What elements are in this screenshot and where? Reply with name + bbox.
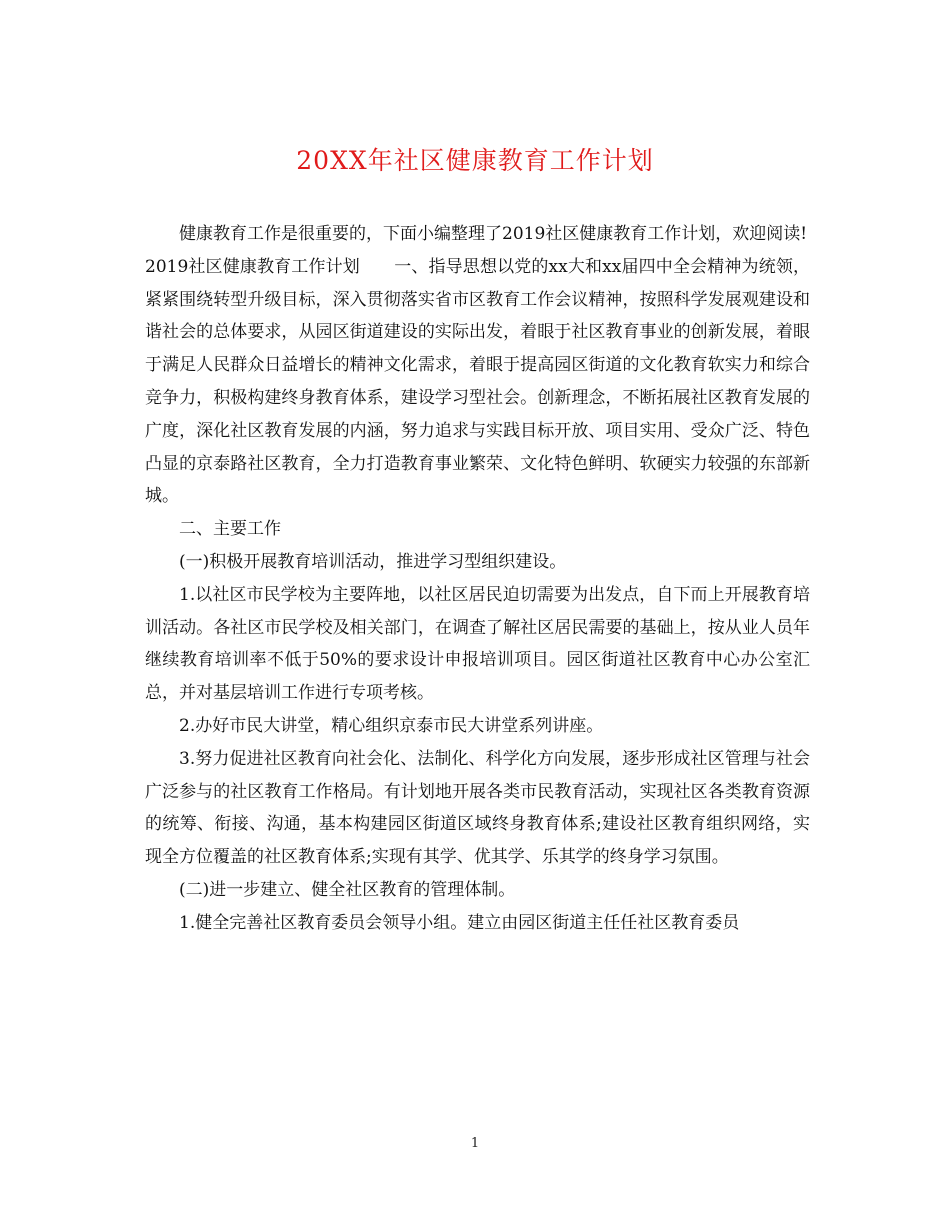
section-heading-main-work: 二、主要工作 [179,519,281,540]
page-number: 1 [470,1136,480,1151]
subsection-heading-training: (一)积极开展教育培训活动，推进学习型组织建设。 [179,551,567,572]
list-item-paragraph: 1.健全完善社区教育委员会领导小组。建立由园区街道主任任社区教育委员 [179,912,740,933]
document-title: 20XX年社区健康教育工作计划 [296,146,654,175]
guiding-ideology-paragraph: 2019社区健康教育工作计划 一、指导思想以党的xx大和xx届四中全会精神为统领，紧紧围绕转型升级目标，深入贯彻落实省市区教育工作会议精神，按照科学发展观建设和谐社会的总体要求，从园区街道建设的实际出发，着眼于社区教育事业的创新发展，着眼于满足人民群众日益增长的精神文化需求，着眼于提高园区街道的文化教育软实力和综合竞争力，积极构建终身教育体系，建设学习型社会。创新理念，不断拓展社区教育发展的广度，深化社区教育发展的内涵，努力追求与实践目标开放、项目实用、受众广泛、特色凸显的京泰路社区教育，全力打造教育事业繁荣、文化特色鲜明、软硬实力较强的东部新城。 [145,256,810,507]
subsection-heading-management: (二)进一步建立、健全社区教育的管理体制。 [179,879,516,900]
list-item-paragraph: 2.办好市民大讲堂，精心组织京泰市民大讲堂系列讲座。 [179,715,604,736]
intro-paragraph: 健康教育工作是很重要的，下面小编整理了2019社区健康教育工作计划，欢迎阅读! [179,224,808,244]
list-item-paragraph: 3.努力促进社区教育向社会化、法制化、科学化方向发展，逐步形成社区管理与社会广泛参与的社区教育工作格局。有计划地开展各类市民教育活动，实现社区各类教育资源的统筹、衔接、沟通，基本构建园区街道区域终身教育体系;建设社区教育组织网络，实现全方位覆盖的社区教育体系;实现有其学、优其学、乐其学的终身学习氛围。 [145,748,810,868]
document-body [145,218,810,940]
list-item-paragraph: 1.以社区市民学校为主要阵地，以社区居民迫切需要为出发点，自下而上开展教育培训活动。各社区市民学校及相关部门，在调查了解社区居民需要的基础上，按从业人员年继续教育培训率不低于50%的要求设计申报培训项目。园区街道社区教育中心办公室汇总，并对基层培训工作进行专项考核。 [145,584,810,704]
